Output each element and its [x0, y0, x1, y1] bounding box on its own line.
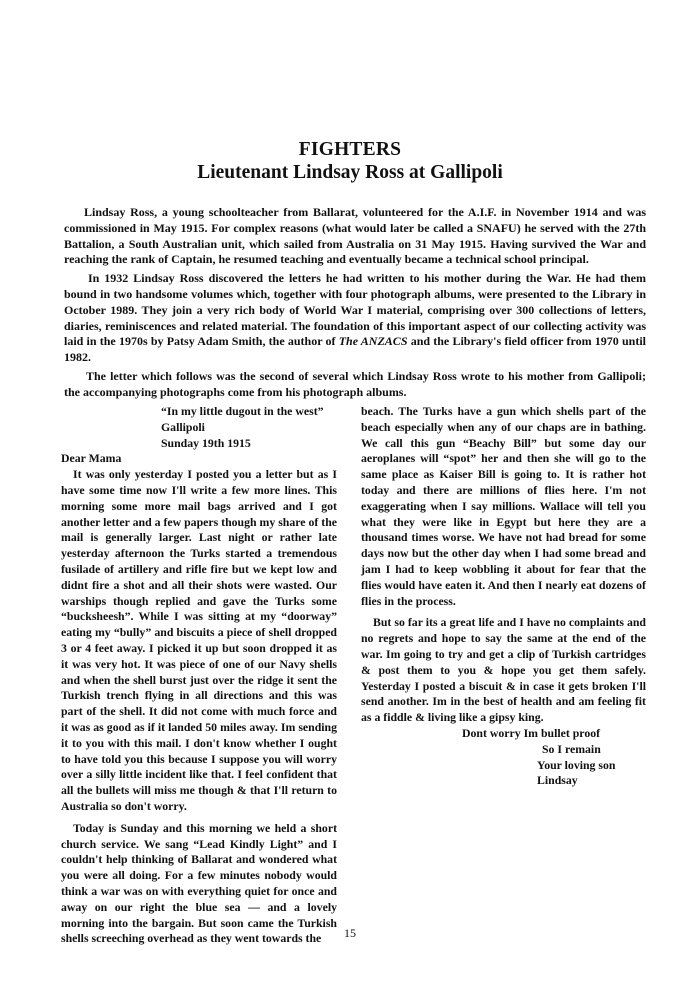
closing-line-2: So I remain — [542, 741, 601, 756]
letter-column-left — [61, 404, 337, 947]
letter-paragraph-1: It was only yesterday I posted you a letter but as I have some time now I'll write a few more lines. This morning some more mail bags arrived and I got another letter and a few papers though my share of the mail is generally larger. Last night or rather late yesterday afternoon the Turks started a tremendous fusilade of artillery and rifle fire but we kept low and didnt fire a shot and all their shots were wasted. Our warships though replied and gave the Turks some “bucksheesh”. While I was sitting at my “doorway” eating my “bully” and biscuits a piece of shell dropped 3 or 4 feet away. I picked it up but soon dropped it as it was very hot. It was piece of one of our Navy shells and when the shell burst just over the ridge it sent the Turkish trench flying in all directions and this was part of the shell. It did not come with much force and it was as good as if it landed 50 miles away. Im sending it to you with this mail. I don't know whether I ought to have told you this because I suppose you will worry over a silly little incident like that. I feel confident that all the bullets will miss me though & that I'll return to Australia so don't worry. — [61, 467, 337, 813]
letter-salutation: Dear Mama — [61, 451, 122, 466]
intro-paragraph-1: Lindsay Ross, a young schoolteacher from Ballarat, volunteered for the A.I.F. in November 1914 and was commissioned in May 1915. For complex reasons (what would later be called a SNAFU) he served with the 27th Battalion, a South Australian unit, which sailed from Australia on 31 May 1915. Having survived the War and reaching the rank of Captain, he resumed teaching and eventually became a technical school principal. — [64, 205, 646, 267]
letter-paragraph-2-continued: beach. The Turks have a gun which shells part of the beach especially when any of our chaps are in bathing. We call this gun “Beachy Bill” but some day our aeroplanes will “spot” her and then she will go to the same place as Kaiser Bill is going to. It is rather hot today and there are millions of flies here. I'm not exaggerating when I say millions. Wallace will tell you what they were like in Egypt but here they are a thousand times worse. We have not had bread for some days now but the other day when I had some bread and jam I had to keep wobbling it about for fear that the flies would have eaten it. And then I nearly eat dozens of flies in the process. — [361, 404, 646, 608]
book-title: The ANZACS — [338, 334, 408, 349]
closing-line-1: Dont worry Im bullet proof — [462, 725, 601, 740]
closing-line-3: Your loving son — [537, 757, 616, 772]
page-subtitle: Lieutenant Lindsay Ross at Gallipoli — [197, 162, 503, 183]
intro-paragraph-3: The letter which follows was the second of several which Lindsay Ross wrote to his mother from Gallipoli; the accompanying photographs come from his photograph albums. — [64, 368, 646, 399]
intro-paragraph-2 — [64, 271, 646, 366]
intro-paragraph-2-start: In 1932 Lindsay Ross discovered the letters he had written to his mother during the War. He had them bound in two handsome volumes which, together with four photograph albums, were presented to the Library in October 1989. They join a very rich body of World War I material, comprising over 300 collections of letters, diaries, reminiscences and related material. The foundation of this important aspect of our collecting activity was laid in the 1970s by Patsy Adam Smith, the author of — [64, 271, 646, 349]
letter-heading-location: “In my little dugout in the west” — [161, 404, 324, 418]
page-number: 15 — [344, 926, 356, 940]
letter-paragraph-3: But so far its a great life and I have no complaints and no regrets and hope to say the same at the end of the war. Im going to try and get a clip of Turkish cartridges & post them to you & hope you get them safely. Yesterday I posted a biscuit & in case it gets broken I'll send another. Im in the best of health and am feeling fit as a fiddle & living like a gipsy king. — [361, 615, 646, 725]
page-title: FIGHTERS — [298, 139, 402, 160]
letter-signature: Lindsay — [537, 773, 578, 788]
intro-paragraph-2-end: and the Library's field officer from 1970 until 1982. — [64, 334, 646, 365]
title-block — [0, 138, 700, 184]
letter-heading — [61, 404, 337, 451]
letter-heading-date: Sunday 19th 1915 — [161, 435, 251, 450]
letter-column-right — [361, 404, 646, 789]
introduction — [64, 205, 646, 404]
letter-closing — [361, 726, 646, 789]
letter-heading-place: Gallipoli — [161, 419, 205, 434]
letter-paragraph-2: Today is Sunday and this morning we held a short church service. We sang “Lead Kindly Light” and I couldn't help thinking of Ballarat and wondered what you were all doing. For a few minutes nobody would think a war was on with everything quiet for once and away on our right the blue sea — and a lovely morning into the bargain. But soon came the Turkish shells screeching overhead as they went towards the — [61, 820, 337, 946]
